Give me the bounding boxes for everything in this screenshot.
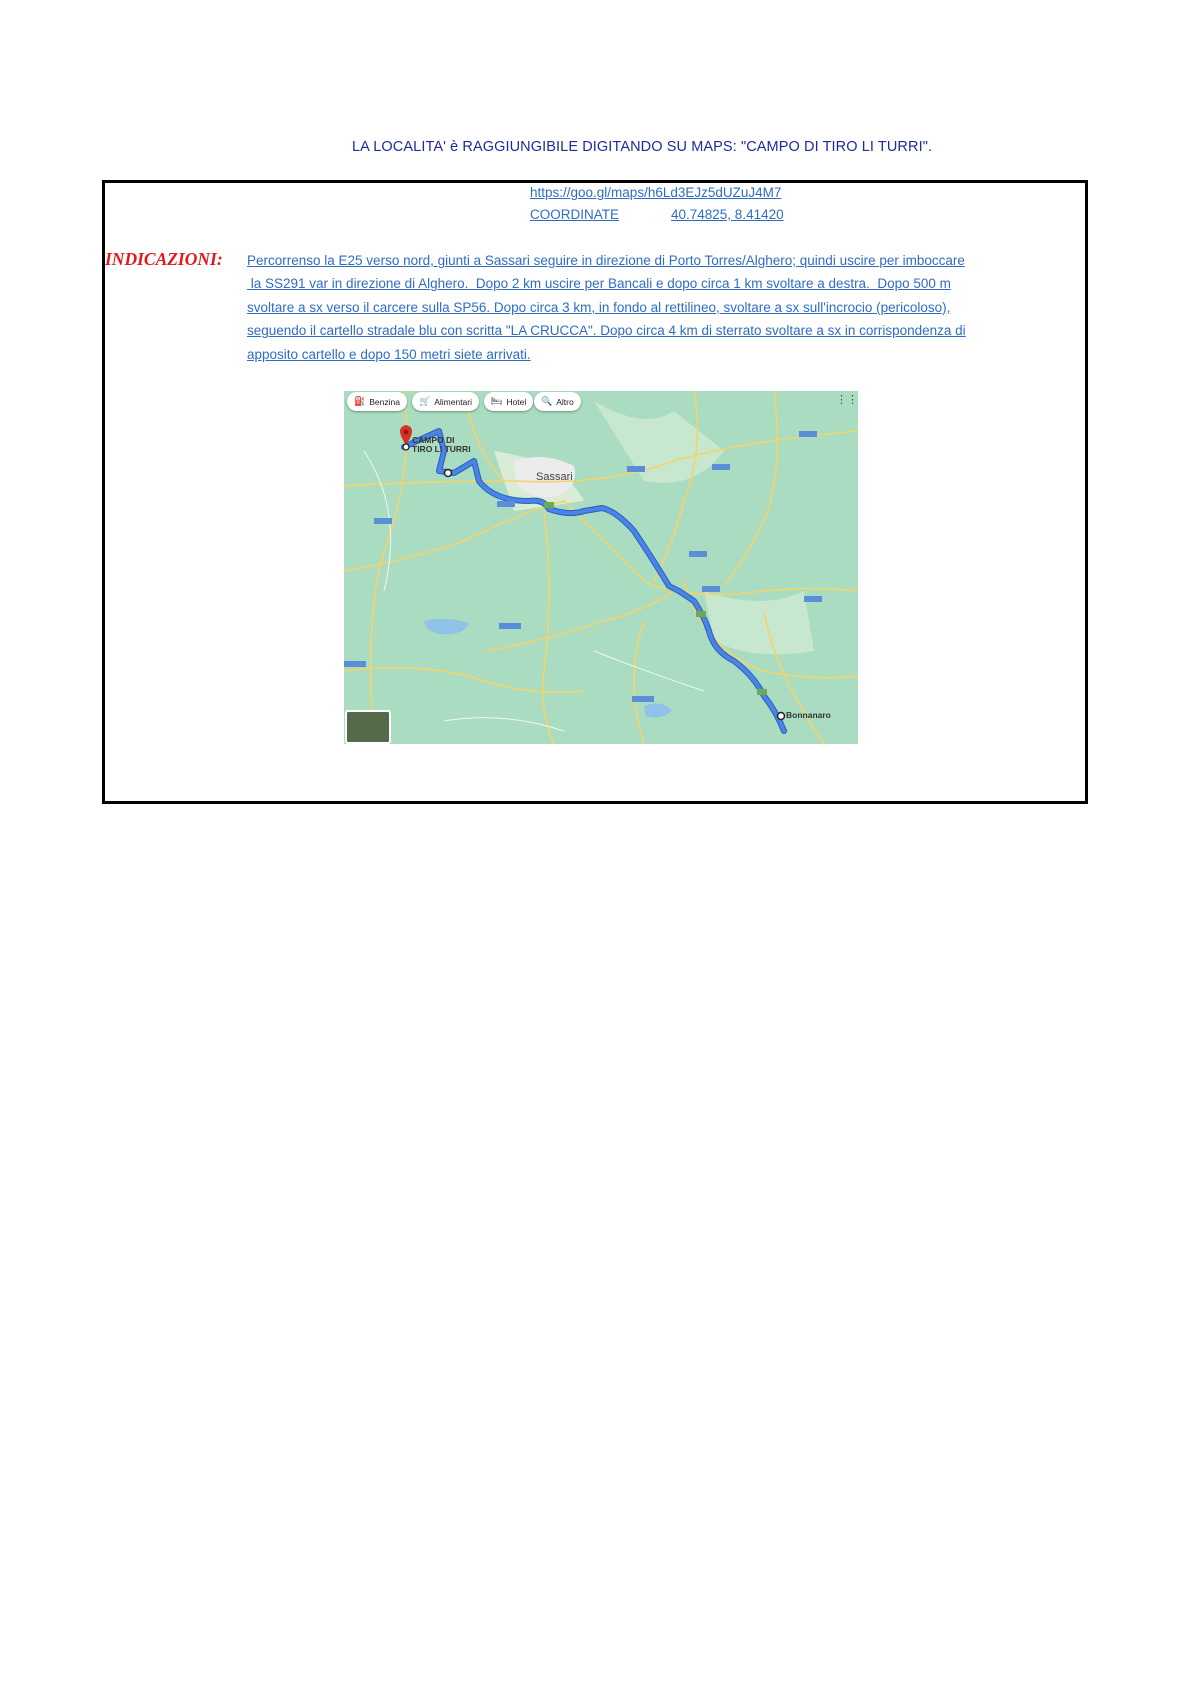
- chip-hotel[interactable]: [484, 392, 533, 411]
- directions-line: seguendo il cartello stradale blu con scritta "LA CRUCCA". Dopo circa 4 km di sterrato svoltare a sx in corrispondenza di: [247, 323, 966, 339]
- coordinates-value[interactable]: 40.74825, 8.41420: [671, 207, 784, 222]
- indicazioni-label: INDICAZIONI:: [105, 249, 223, 269]
- origin-label: Bonnanaro: [786, 710, 831, 720]
- city-label: Sassari: [536, 471, 573, 483]
- maps-link[interactable]: https://goo.gl/maps/h6Ld3EJz5dUZuJ4M7: [530, 185, 782, 200]
- directions-line: la SS291 var in direzione di Alghero. Dopo 2 km uscire per Bancali e dopo circa 1 km svoltare a destra. Dopo 500 m: [247, 276, 951, 292]
- chip-benzina[interactable]: [347, 392, 407, 411]
- chip-label: Hotel: [506, 396, 527, 407]
- fuel-icon: ⛽: [354, 396, 366, 406]
- apps-grid-icon[interactable]: ⋮⋮: [836, 394, 858, 406]
- chip-altro[interactable]: [534, 392, 581, 411]
- directions-line: Percorrenso la E25 verso nord, giunti a Sassari seguire in direzione di Porto Torres/Alghero; quindi uscire per imboccare: [247, 253, 965, 268]
- bed-icon: 🛏: [491, 396, 503, 406]
- chip-label: Altro: [556, 396, 574, 407]
- chip-label: Benzina: [369, 396, 400, 407]
- coordinates-label: COORDINATE: [530, 207, 620, 222]
- directions-line: apposito cartello e dopo 150 metri siete arrivati.: [247, 346, 531, 362]
- page-heading: LA LOCALITA' è RAGGIUNGIBILE DIGITANDO SU MAPS: "CAMPO DI TIRO LI TURRI".: [352, 139, 933, 155]
- directions-text: [247, 249, 1007, 366]
- chip-label: Alimentari: [434, 396, 473, 407]
- cart-icon: 🛒: [419, 396, 431, 406]
- directions-line: svoltare a sx verso il carcere sulla SP56. Dopo circa 3 km, in fondo al rettilineo, svoltare a sx sull'incrocio (pericoloso),: [247, 299, 951, 315]
- search-icon: 🔍: [541, 396, 553, 406]
- satellite-layer-toggle[interactable]: [345, 710, 391, 744]
- chip-alimentari[interactable]: [412, 392, 479, 411]
- destination-label: CAMPO DI TIRO LI TURRI: [412, 435, 471, 454]
